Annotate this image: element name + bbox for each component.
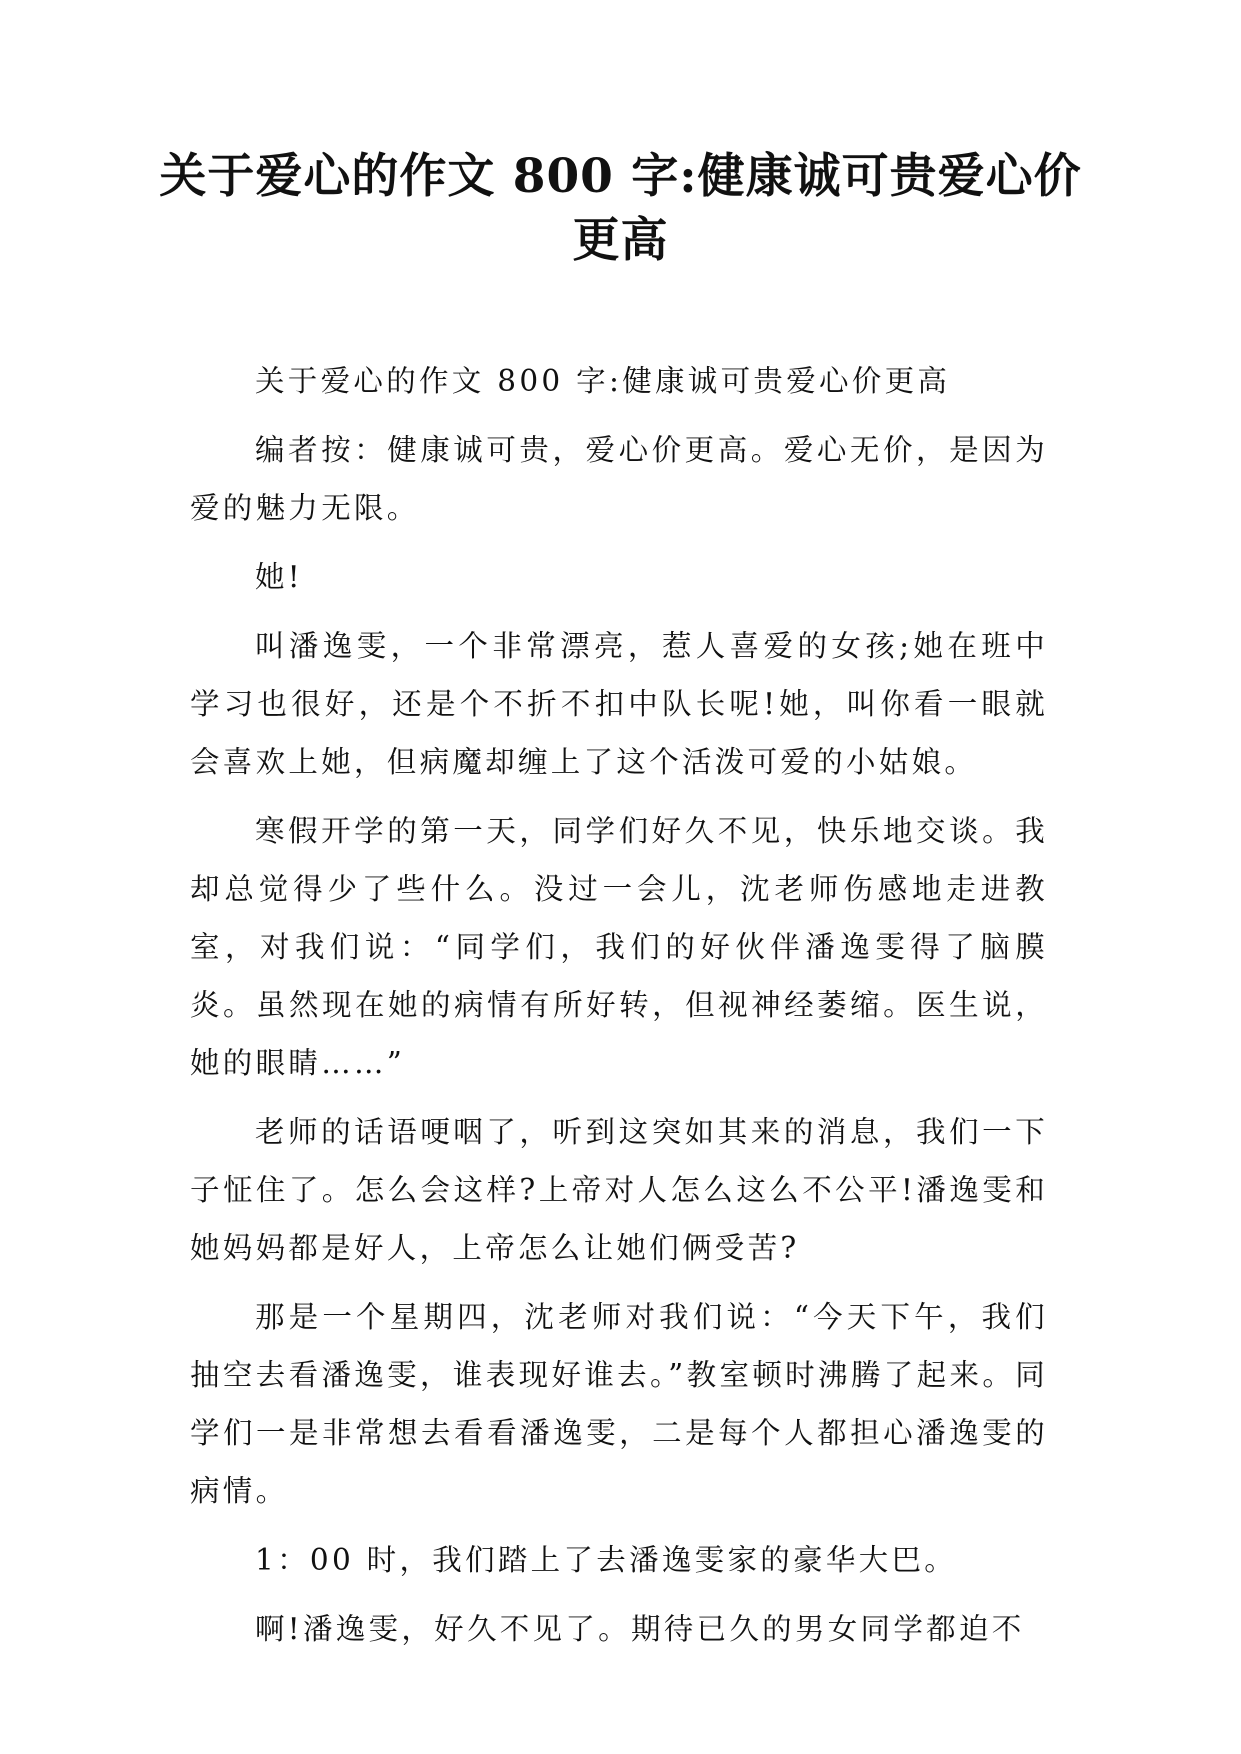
paragraph-thursday: 那是一个星期四，沈老师对我们说：“今天下午，我们抽空去看潘逸雯，谁表现好谁去。”教室顿时沸腾了起来。同学们一是非常想去看看潘逸雯，二是每个人都担心潘逸雯的病情。 (190, 1300, 1048, 1508)
paragraph-introduction: 叫潘逸雯，一个非常漂亮，惹人喜爱的女孩;她在班中学习也很好，还是个不折不扣中队长呢!她，叫你看一眼就会喜欢上她，但病魔却缠上了这个活泼可爱的小姑娘。 (190, 629, 1048, 779)
paragraph-heading-repeat: 关于爱心的作文 800 字:健康诚可贵爱心价更高 (255, 364, 951, 398)
paragraph-reunion: 啊!潘逸雯，好久不见了。期待已久的男女同学都迫不 (255, 1612, 1025, 1646)
paragraph-bus: 1：00 时，我们踏上了去潘逸雯家的豪华大巴。 (255, 1543, 958, 1577)
paragraph-first-day: 寒假开学的第一天，同学们好久不见，快乐地交谈。我却总觉得少了些什么。没过一会儿，沈老师伤感地走进教室，对我们说：“同学们，我们的好伙伴潘逸雯得了脑膜炎。虽然现在她的病情有所好转，但视神经萎缩。医生说，她的眼睛……” (190, 814, 1048, 1080)
paragraph-her: 她! (255, 560, 303, 594)
document-body (190, 352, 1048, 1669)
document-title: 关于爱心的作文 800 字:健康诚可贵爱心价更高 (159, 149, 1082, 268)
paragraph-editor-note: 编者按：健康诚可贵，爱心价更高。爱心无价，是因为爱的魅力无限。 (190, 433, 1048, 525)
paragraph-teacher-words: 老师的话语哽咽了，听到这突如其来的消息，我们一下子怔住了。怎么会这样?上帝对人怎么这么不公平!潘逸雯和她妈妈都是好人，上帝怎么让她们俩受苦? (190, 1115, 1048, 1265)
